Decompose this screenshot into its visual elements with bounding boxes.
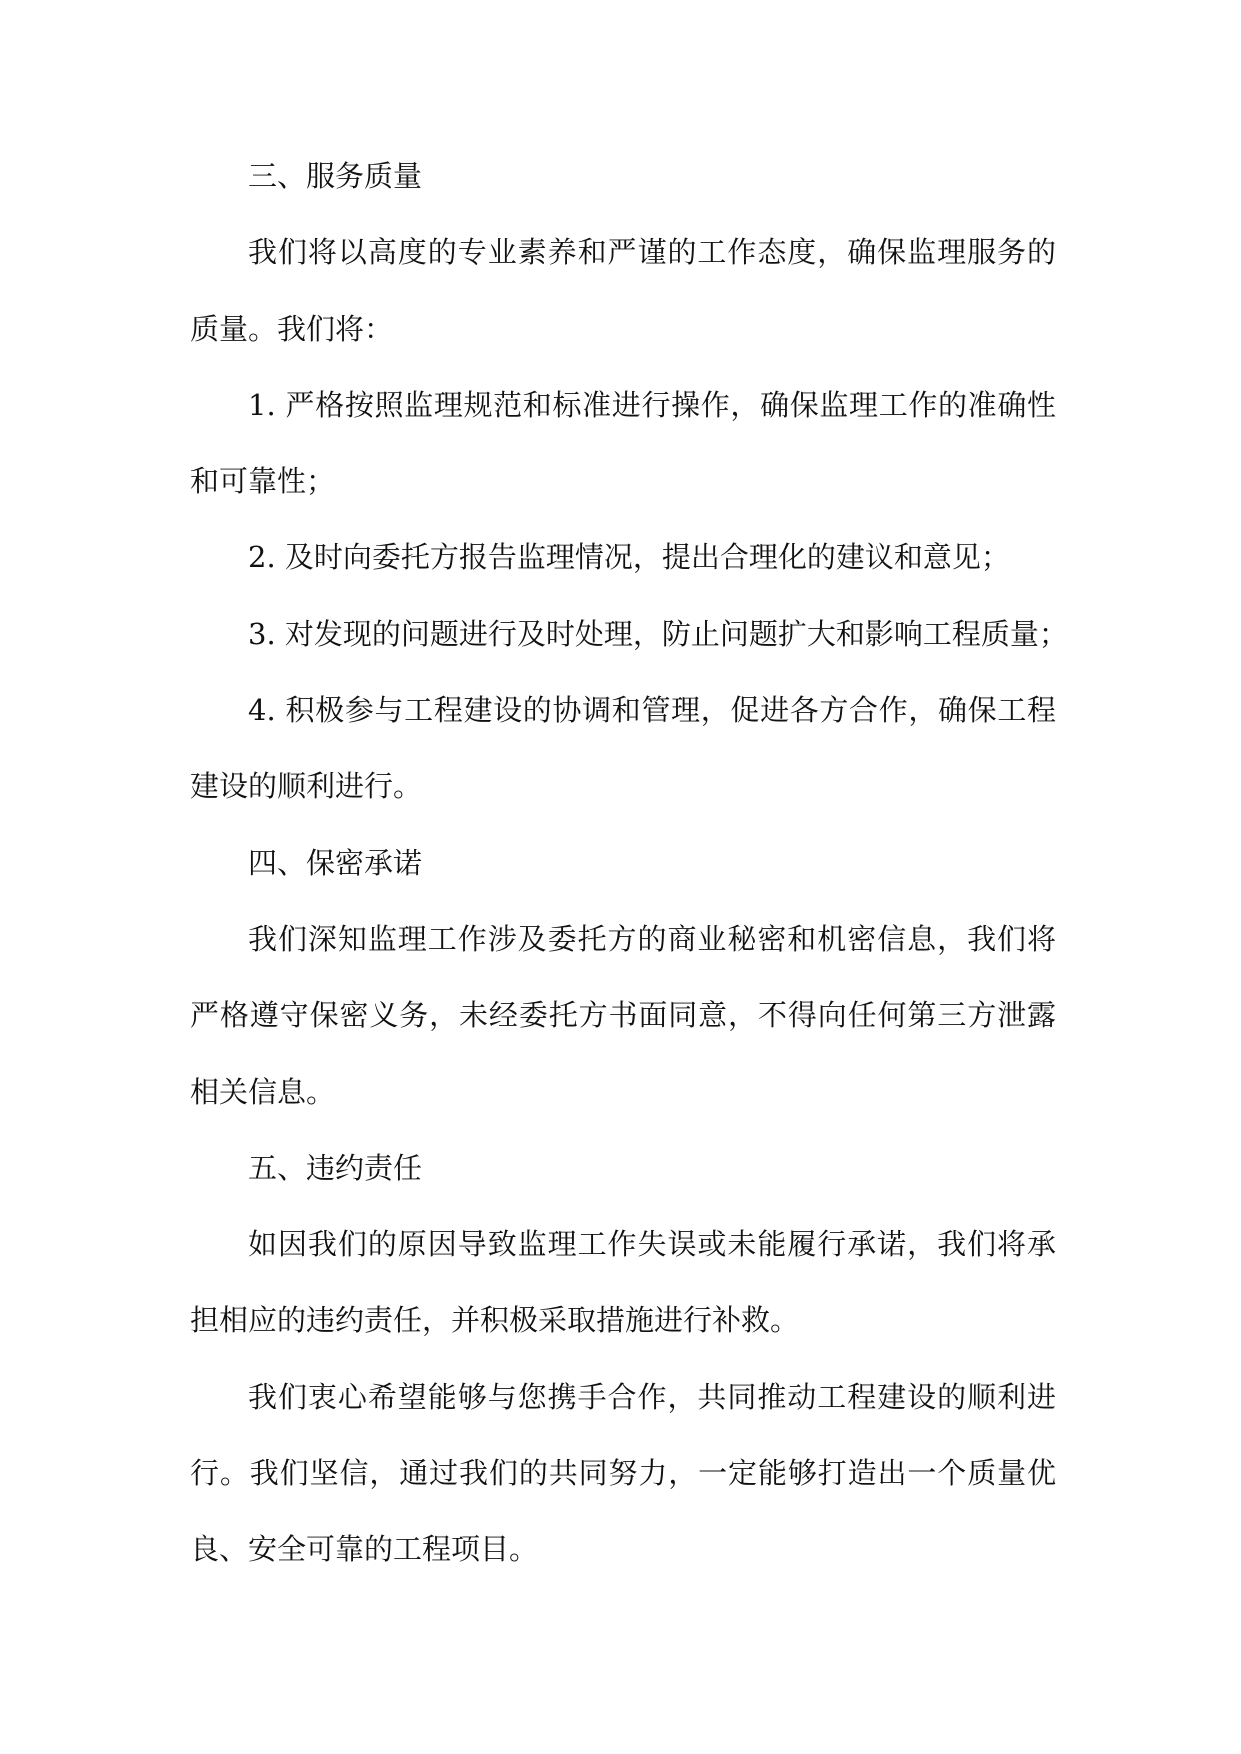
list-item-4: 4. 积极参与工程建设的协调和管理，促进各方合作，确保工程建设的顺利进行。 (190, 693, 1056, 804)
paragraph-service-quality-intro: 我们将以高度的专业素养和严谨的工作态度，确保监理服务的质量。我们将： (190, 235, 1056, 346)
list-item-2: 2. 及时向委托方报告监理情况，提出合理化的建议和意见； (248, 540, 1010, 575)
list-item-1: 1. 严格按照监理规范和标准进行操作，确保监理工作的准确性和可靠性； (190, 387, 1056, 499)
list-item-3: 3. 对发现的问题进行及时处理，防止问题扩大和影响工程质量； (248, 616, 1068, 651)
section-heading-service-quality: 三、服务质量 (248, 159, 423, 193)
section-heading-confidentiality: 四、保密承诺 (248, 845, 423, 880)
document-page (190, 138, 1068, 1588)
section-heading-liability: 五、违约责任 (248, 1150, 423, 1185)
paragraph-confidentiality: 我们深知监理工作涉及委托方的商业秘密和机密信息，我们将严格遵守保密义务，未经委托方书面同意，不得向任何第三方泄露相关信息。 (190, 921, 1056, 1109)
paragraph-closing: 我们衷心希望能够与您携手合作，共同推动工程建设的顺利进行。我们坚信，通过我们的共同努力，一定能够打造出一个质量优良、安全可靠的工程项目。 (190, 1379, 1056, 1567)
paragraph-liability: 如因我们的原因导致监理工作失误或未能履行承诺，我们将承担相应的违约责任，并积极采取措施进行补救。 (190, 1227, 1056, 1338)
